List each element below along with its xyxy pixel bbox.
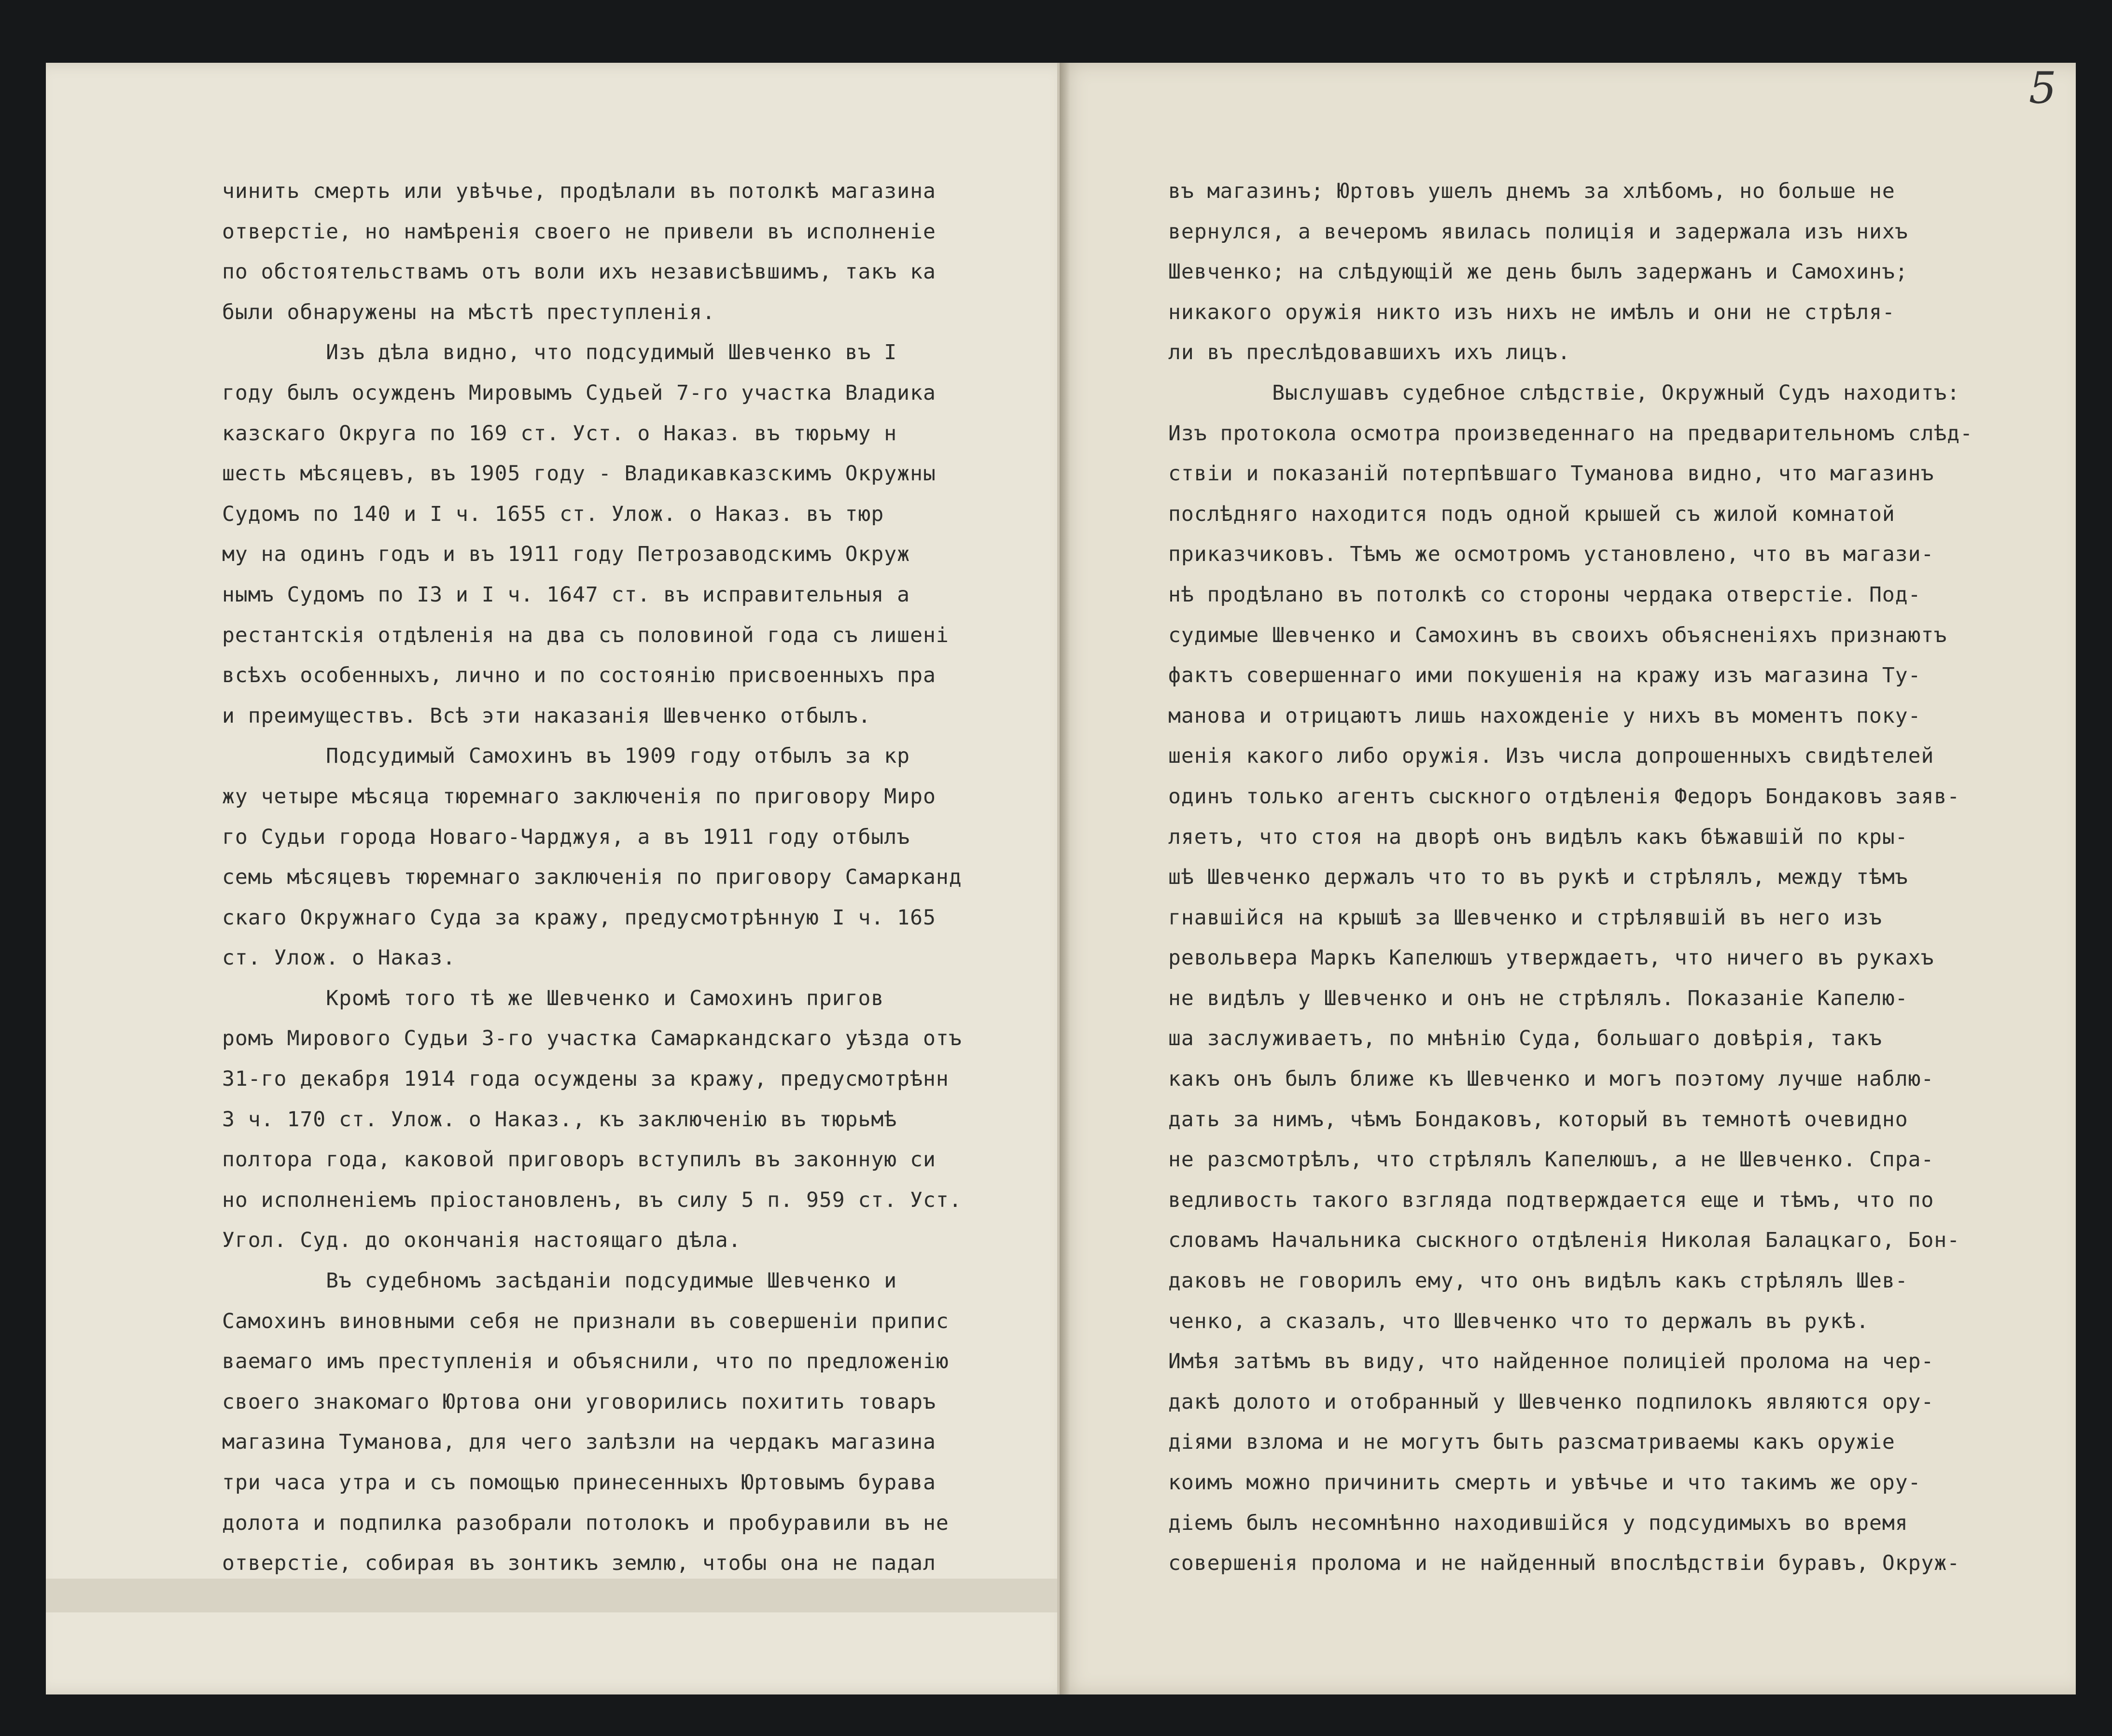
- text-line: ствіи и показаній потерпѣвшаго Туманова видно, что магазинъ: [1168, 462, 1934, 486]
- text-line: Самохинъ виновными себя не признали въ совершеніи припис: [222, 1309, 949, 1333]
- text-line: три часа утра и съ помощью принесенныхъ Юртовымъ бурава: [222, 1470, 936, 1495]
- text-line: ведливость такого взгляда подтверждается еще и тѣмъ, что по: [1168, 1188, 1934, 1212]
- text-line: Кромѣ того тѣ же Шевченко и Самохинъ пригов: [222, 986, 884, 1010]
- right-page-text: [1168, 171, 1973, 1584]
- text-line: не разсмотрѣлъ, что стрѣлялъ Капелюшъ, а не Шевченко. Спра-: [1168, 1148, 1934, 1172]
- text-line: Подсудимый Самохинъ въ 1909 году отбылъ за кр: [222, 744, 910, 769]
- text-line: но исполненіемъ пріостановленъ, въ силу 5 п. 959 ст. Уст.: [222, 1188, 962, 1212]
- text-line: послѣдняго находится подъ одной крышей съ жилой комнатой: [1168, 502, 1895, 526]
- text-line: 31-го декабря 1914 года осуждены за кражу, предусмотрѣнн: [222, 1067, 949, 1092]
- text-line: дать за нимъ, чѣмъ Бондаковъ, который въ темнотѣ очевидно: [1168, 1107, 1908, 1132]
- right-page: [1057, 63, 2076, 1694]
- text-line: никакого оружія никто изъ нихъ не имѣлъ и они не стрѣля-: [1168, 300, 1895, 324]
- text-line: одинъ только агентъ сыскного отдѣленія Федоръ Бондаковъ заяв-: [1168, 784, 1960, 809]
- text-line: какъ онъ былъ ближе къ Шевченко и могъ поэтому лучше наблю-: [1168, 1067, 1934, 1092]
- text-line: Выслушавъ судебное слѣдствіе, Окружный Судъ находитъ:: [1168, 380, 1960, 405]
- text-line: му на одинъ годъ и въ 1911 году Петрозаводскимъ Окруж: [222, 542, 910, 567]
- text-line: нѣ продѣлано въ потолкѣ со стороны чердака отверстіе. Под-: [1168, 582, 1921, 607]
- text-line: совершенія пролома и не найденный впослѣдствіи буравъ, Окруж-: [1168, 1551, 1960, 1576]
- text-line: Въ судебномъ засѣданіи подсудимые Шевченко и: [222, 1269, 897, 1293]
- text-line: револьвера Маркъ Капелюшъ утверждаетъ, что ничего въ рукахъ: [1168, 946, 1934, 970]
- text-line: приказчиковъ. Тѣмъ же осмотромъ установлено, что въ магази-: [1168, 542, 1934, 567]
- text-line: Угол. Суд. до окончанія настоящаго дѣла.: [222, 1228, 741, 1253]
- text-line: полтора года, каковой приговоръ вступилъ въ законную си: [222, 1148, 936, 1172]
- text-line: отверстіе, собирая въ зонтикъ землю, чтобы она не падал: [222, 1551, 936, 1576]
- text-line: Имѣя затѣмъ въ виду, что найденное полиціей пролома на чер-: [1168, 1349, 1934, 1374]
- text-line: діями взлома и не могутъ быть разсматриваемы какъ оружіе: [1168, 1430, 1895, 1455]
- text-line: коимъ можно причинить смерть и увѣчье и что такимъ же ору-: [1168, 1470, 1921, 1495]
- text-line: 3 ч. 170 ст. Улож. о Наказ., къ заключенію въ тюрьмѣ: [222, 1107, 897, 1132]
- text-line: го Судьи города Новаго-Чарджуя, а въ 1911 году отбылъ: [222, 825, 910, 849]
- text-line: діемъ былъ несомнѣнно находившійся у подсудимыхъ во время: [1168, 1511, 1908, 1535]
- text-line: даковъ не говорилъ ему, что онъ видѣлъ какъ стрѣлялъ Шев-: [1168, 1269, 1908, 1293]
- binding-crease: [1060, 63, 1070, 1694]
- text-line: шесть мѣсяцевъ, въ 1905 году - Владикавказскимъ Окружны: [222, 462, 936, 486]
- text-line: скаго Окружнаго Суда за кражу, предусмотрѣнную I ч. 165: [222, 905, 936, 930]
- text-line: словамъ Начальника сыскного отдѣленія Николая Балацкаго, Бон-: [1168, 1228, 1960, 1253]
- text-line: ромъ Мирового Судьи 3-го участка Самаркандскаго уѣзда отъ: [222, 1026, 962, 1051]
- page-number: 5: [2028, 63, 2056, 113]
- text-line: своего знакомаго Юртова они уговорились похитить товаръ: [222, 1389, 936, 1414]
- left-page-text: [222, 171, 962, 1584]
- text-line: Судомъ по 140 и I ч. 1655 ст. Улож. о Наказ. въ тюр: [222, 502, 884, 526]
- text-line: ляетъ, что стоя на дворѣ онъ видѣлъ какъ бѣжавшій по кры-: [1168, 825, 1908, 849]
- text-line: манова и отрицаютъ лишь нахожденіе у нихъ въ моментъ поку-: [1168, 703, 1921, 728]
- text-line: всѣхъ особенныхъ, лично и по состоянію присвоенныхъ пра: [222, 663, 936, 688]
- text-line: и преимуществъ. Всѣ эти наказанія Шевченко отбылъ.: [222, 703, 871, 728]
- text-line: нымъ Судомъ по I3 и I ч. 1647 ст. въ исправительныя а: [222, 582, 910, 607]
- text-line: фактъ совершеннаго ими покушенія на кражу изъ магазина Ту-: [1168, 663, 1921, 688]
- text-line: отверстіе, но намѣренія своего не привели въ исполненіе: [222, 219, 936, 244]
- text-line: семь мѣсяцевъ тюремнаго заключенія по приговору Самарканд: [222, 865, 962, 890]
- text-line: шенія какого либо оружія. Изъ числа допрошенныхъ свидѣтелей: [1168, 744, 1934, 769]
- text-line: ли въ преслѣдовавшихъ ихъ лицъ.: [1168, 340, 1571, 365]
- text-line: Шевченко; на слѣдующій же день былъ задержанъ и Самохинъ;: [1168, 260, 1908, 284]
- text-line: вернулся, а вечеромъ явилась полиція и задержала изъ нихъ: [1168, 219, 1908, 244]
- text-line: шѣ Шевченко держалъ что то въ рукѣ и стрѣлялъ, между тѣмъ: [1168, 865, 1908, 890]
- text-line: году былъ осужденъ Мировымъ Судьей 7-го участка Владика: [222, 380, 936, 405]
- text-line: гнавшійся на крышѣ за Шевченко и стрѣлявшій въ него изъ: [1168, 905, 1882, 930]
- text-line: дакѣ долото и отобранный у Шевченко подпилокъ являются ору-: [1168, 1389, 1934, 1414]
- text-line: рестантскія отдѣленія на два съ половиной года съ лишені: [222, 623, 949, 647]
- text-line: ст. Улож. о Наказ.: [222, 946, 456, 970]
- text-line: магазина Туманова, для чего залѣзли на чердакъ магазина: [222, 1430, 936, 1455]
- left-page: [46, 63, 1074, 1694]
- text-line: жу четыре мѣсяца тюремнаго заключенія по приговору Миро: [222, 784, 936, 809]
- text-line: Изъ протокола осмотра произведеннаго на предварительномъ слѣд-: [1168, 421, 1973, 446]
- text-line: ченко, а сказалъ, что Шевченко что то держалъ въ рукѣ.: [1168, 1309, 1869, 1333]
- text-line: судимые Шевченко и Самохинъ въ своихъ объясненіяхъ признаютъ: [1168, 623, 1947, 647]
- text-line: долота и подпилка разобрали потолокъ и пробуравили въ не: [222, 1511, 949, 1535]
- text-line: были обнаружены на мѣстѣ преступленія.: [222, 300, 715, 324]
- text-line: въ магазинъ; Юртовъ ушелъ днемъ за хлѣбомъ, но больше не: [1168, 179, 1895, 203]
- text-line: ша заслуживаетъ, по мнѣнію Суда, большаго довѣрія, такъ: [1168, 1026, 1882, 1051]
- text-line: ваемаго имъ преступленія и объяснили, что по предложенію: [222, 1349, 949, 1374]
- text-line: по обстоятельствамъ отъ воли ихъ независѣвшимъ, такъ ка: [222, 260, 936, 284]
- text-line: не видѣлъ у Шевченко и онъ не стрѣлялъ. Показаніе Капелю-: [1168, 986, 1908, 1010]
- text-line: чинить смерть или увѣчье, продѣлали въ потолкѣ магазина: [222, 179, 936, 203]
- text-line: казскаго Округа по 169 ст. Уст. о Наказ. въ тюрьму н: [222, 421, 897, 446]
- paper-edge-strip: [46, 1579, 1074, 1612]
- text-line: Изъ дѣла видно, что подсудимый Шевченко въ I: [222, 340, 897, 365]
